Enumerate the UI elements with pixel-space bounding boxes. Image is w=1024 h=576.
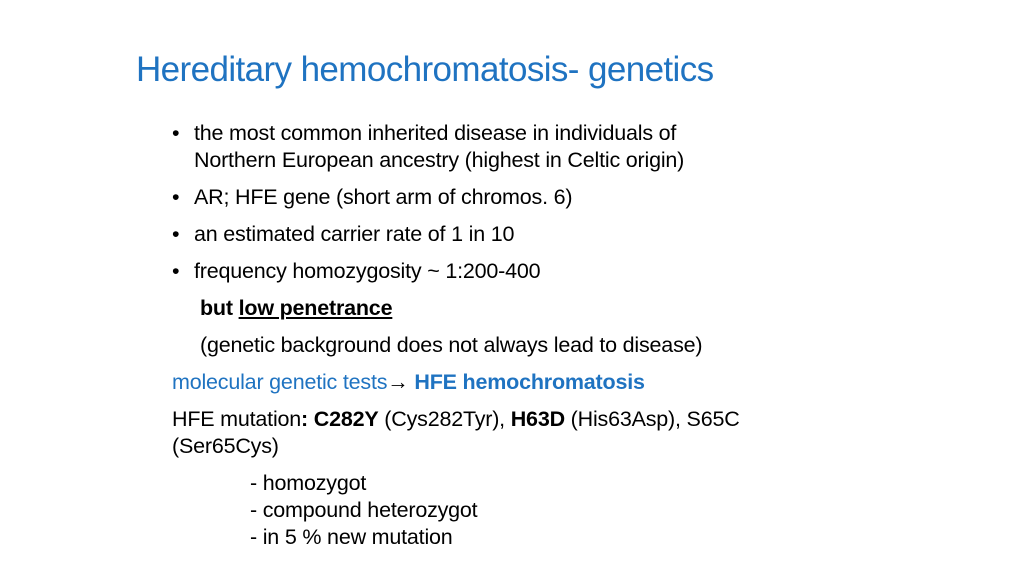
penetrance-line [172,295,852,322]
tests-line [172,369,852,396]
arrow-icon: → [387,370,415,394]
mutation-c282y: C282Y [313,407,379,431]
bullet-marker: • [172,185,180,209]
mutations-line [172,406,852,433]
mutation-c282y-desc: (Cys282Tyr), [378,407,511,431]
bullet-text-line: the most common inherited disease in individuals of [194,121,677,145]
mutations-colon: : [301,407,314,431]
slide-title: Hereditary hemochromatosis- genetics [136,50,714,89]
list-item: - compound heterozygot [250,498,478,522]
tests-label: molecular genetic tests [172,370,388,394]
bullet-marker: • [172,121,180,145]
background-note: (genetic background does not always lead to disease) [200,333,703,357]
bullet-item [172,184,852,211]
mutation-type-list [172,470,852,551]
bullet-text: AR; HFE gene (short arm of chromos. 6) [194,185,573,209]
bullet-marker: • [172,222,180,246]
bullet-marker: • [172,259,180,283]
bullet-item [172,221,852,248]
mutations-line-2: (Ser65Cys) [172,434,279,458]
bullet-text-line: Northern European ancestry (highest in Celtic origin) [194,148,685,172]
bullet-item [172,258,852,285]
slide-content [172,120,852,551]
penetrance-emphasis: low penetrance [238,296,393,320]
mutations-label: HFE mutation [172,407,302,431]
list-item: - in 5 % new mutation [250,525,453,549]
bullet-text: frequency homozygosity ~ 1:200-400 [194,259,541,283]
list-item: - homozygot [250,471,367,495]
bullet-text: an estimated carrier rate of 1 in 10 [194,222,515,246]
mutations-paragraph [172,406,852,460]
mutation-h63d-desc: (His63Asp), S65C [564,407,740,431]
mutation-h63d: H63D [510,407,565,431]
tests-target: HFE hemochromatosis [414,370,645,394]
penetrance-prefix: but [200,296,239,320]
bullet-item [172,120,852,174]
